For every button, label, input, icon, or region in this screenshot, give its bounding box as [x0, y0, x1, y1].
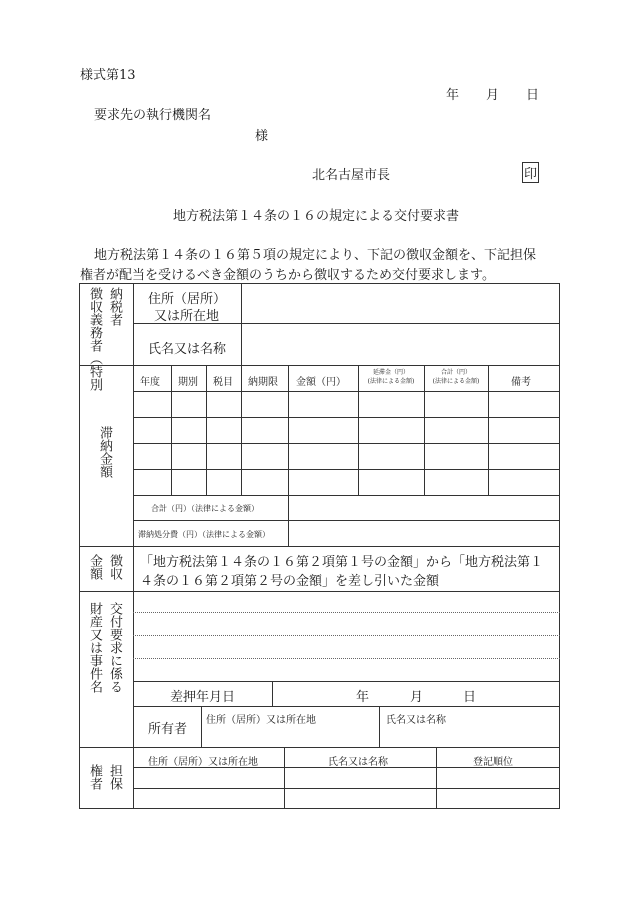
- sec1-header-b: 徴収義務者（特別: [87, 287, 102, 391]
- body-line-1: 地方税法第１４条の１６第５項の規定により、下記の徴収金額を、下記担保: [94, 248, 537, 263]
- form-number: 様式第13: [80, 68, 136, 83]
- sec3-text-2: ４条の１６第２項第２号の金額」を差し引いた金額: [140, 574, 440, 589]
- sec1-name: 氏名又は名称: [148, 342, 227, 357]
- recipient-label: 要求先の執行機関名: [94, 108, 212, 123]
- sec3-text-1: 「地方税法第１４条の１６第２項第１号の金額」から「地方税法第１: [140, 555, 544, 570]
- col-late-fee-note: (法律による金額): [367, 378, 415, 385]
- sec3-header-b: 金額: [87, 554, 102, 580]
- owner-name: 氏名又は名称: [386, 715, 446, 726]
- col-period: 期別: [178, 377, 198, 388]
- col-tax: 税目: [213, 377, 233, 388]
- recipient-honorific: 様: [255, 129, 269, 144]
- col-year: 年度: [140, 377, 160, 388]
- sec5-header-a: 担保: [107, 764, 122, 790]
- col-late-fee: 延滞金（円）: [372, 369, 409, 376]
- sec5-col-addr: 住所（居所）又は所在地: [148, 757, 258, 768]
- sec2-header: 滞納金額: [97, 426, 112, 478]
- col-due: 納期限: [248, 377, 278, 388]
- col-total-note: (法律による金額): [432, 378, 480, 385]
- date-year: 年: [446, 88, 460, 103]
- date-month: 月: [486, 88, 500, 103]
- document-title: 地方税法第１４条の１６の規定による交付要求書: [173, 209, 460, 224]
- seal-mark: 印: [522, 162, 539, 183]
- sec3-header-a: 徴収: [107, 554, 122, 580]
- sec5-header-b: 権者: [87, 764, 102, 790]
- body-line-2: 権者が配当を受けるべき金額のうちから徴収するため交付要求します。: [80, 268, 495, 283]
- owner-addr: 住所（居所）又は所在地: [206, 715, 316, 726]
- col-remarks: 備考: [511, 377, 531, 388]
- date-day: 日: [526, 88, 540, 103]
- owner-label: 所有者: [148, 722, 188, 737]
- sec4-header-b: 財産又は事件名: [87, 602, 102, 693]
- seizure-label: 差押年月日: [170, 690, 236, 705]
- sec1-addr-1: 住所（居所）: [148, 292, 227, 307]
- sec4-header-a: 交付要求に係る: [107, 602, 122, 693]
- sender-name: 北名古屋市長: [312, 168, 391, 183]
- seizure-day: 日: [463, 690, 477, 705]
- penalty-label: 滞納処分費（円）（法律による金額）: [138, 530, 270, 539]
- col-total: 合計（円）: [440, 369, 471, 376]
- sec1-addr-2: 又は所在地: [154, 309, 220, 324]
- sec5-col-rank: 登記順位: [473, 757, 513, 768]
- seizure-month: 月: [410, 690, 424, 705]
- sec1-header-a: 納税者: [107, 287, 122, 326]
- col-amount: 金額（円）: [296, 377, 346, 388]
- seizure-year: 年: [356, 690, 370, 705]
- sec5-col-name: 氏名又は名称: [328, 757, 388, 768]
- total-label: 合計（円）（法律による金額）: [151, 504, 259, 513]
